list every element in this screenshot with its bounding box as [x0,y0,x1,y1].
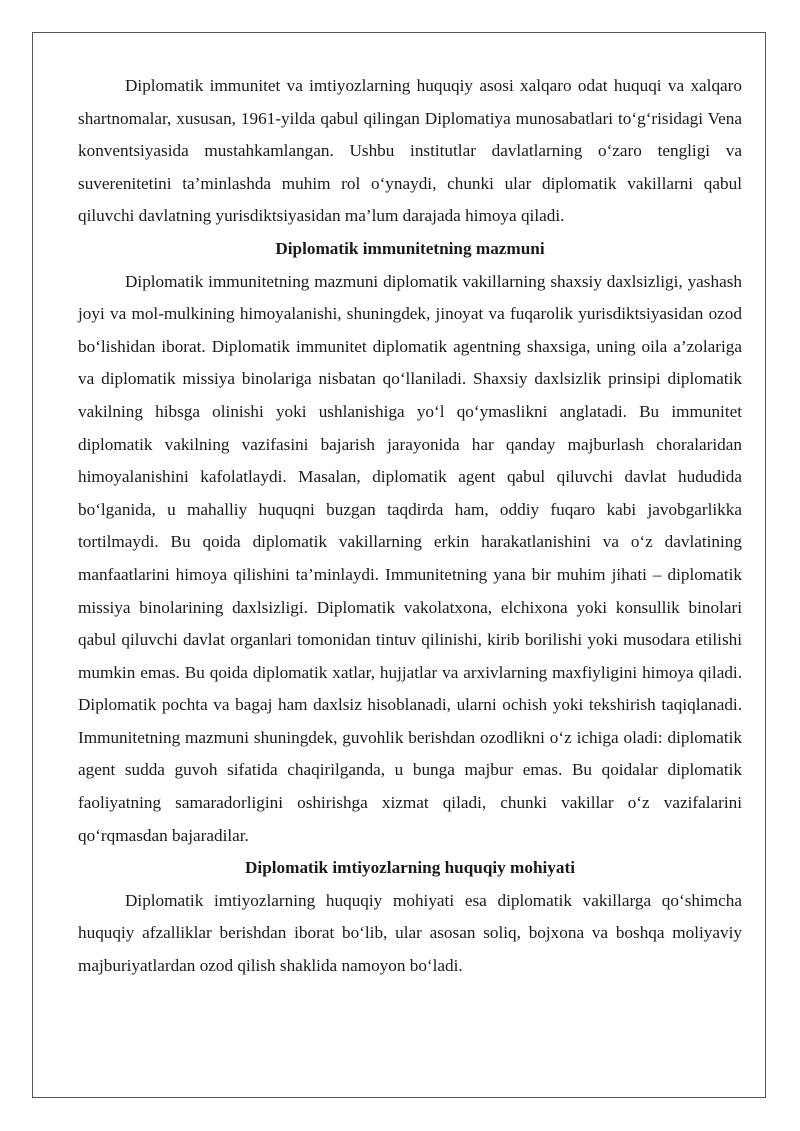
section-heading-immunity-content: Diplomatik immunitetning mazmuni [275,238,545,258]
paragraph-immunity-content: Diplomatik immunitetning mazmuni diplomatik vakillarning shaxsiy daxlsizligi, yashash joyi va mol-mulkining himoyalanishi, shuningdek, jinoyat va fuqarolik yurisdiktsiyasidan ozod bo‘lishidan iborat. Diplomatik immunitet diplomatik agentning shaxsiga, uning oila a’zolariga va diplomatik missiya binolariga nisbatan qo‘llaniladi. Shaxsiy daxlsizlik prinsipi diplomatik vakilning hibsga olinishi yoki ushlanishiga yo‘l qo‘ymaslikni anglatadi. Bu immunitet diplomatik vakilning vazifasini bajarish jarayonida har qanday majburlash choralaridan himoyalanishini kafolatlaydi. Masalan, diplomatik agent qabul qiluvchi davlat hududida bo‘lganida, u mahalliy huquqni buzgan taqdirda ham, oddiy fuqaro kabi javobgarlikka tortilmaydi. Bu qoida diplomatik vakillarning erkin harakatlanishini va o‘z davlatining manfaatlarini himoya qilishini ta’minlaydi. Immunitetning yana bir muhim jihati – diplomatik missiya binolarining daxlsizligi. Diplomatik vakolatxona, elchixona yoki konsullik binolari qabul qiluvchi davlat organlari tomonidan tintuv qilinishi, kirib borilishi yoki musodara etilishi mumkin emas. Bu qoida diplomatik xatlar, hujjatlar va arxivlarning maxfiyligini himoya qiladi. Diplomatik pochta va bagaj ham daxlsiz hisoblanadi, ularni ochish yoki tekshirish taqiqlanadi. Immunitetning mazmuni shuningdek, guvohlik berishdan ozodlikni o‘z ichiga oladi: diplomatik agent sudda guvoh sifatida chaqirilganda, u bunga majbur emas. Bu qoidalar diplomatik faoliyatning samaradorligini oshirishga xizmat qiladi, chunki vakillar o‘z vazifalarini qo‘rqmasdan bajaradilar. [78,271,742,845]
paragraph-privileges-essence: Diplomatik imtiyozlarning huquqiy mohiyati esa diplomatik vakillarga qo‘shimcha huquqiy afzalliklar berishdan iborat bo‘lib, ular asosan soliq, bojxona va boshqa moliyaviy majburiyatlardan ozod qilish shaklida namoyon bo‘ladi. [78,890,742,976]
section-heading-privileges-essence: Diplomatik imtiyozlarning huquqiy mohiyati [245,858,575,878]
document-body [78,70,742,983]
paragraph-intro: Diplomatik immunitet va imtiyozlarning huquqiy asosi xalqaro odat huquqi va xalqaro shartnomalar, xususan, 1961-yilda qabul qilingan Diplomatiya munosabatlari to‘g‘risidagi Vena konventsiyasida mustahkamlangan. Ushbu institutlar davlatlarning o‘zaro tengligi va suverenitetini ta’minlashda muhim rol o‘ynaydi, chunki ular diplomatik vakillarni qabul qiluvchi davlatning yurisdiktsiyasidan ma’lum darajada himoya qiladi. [78,76,742,226]
